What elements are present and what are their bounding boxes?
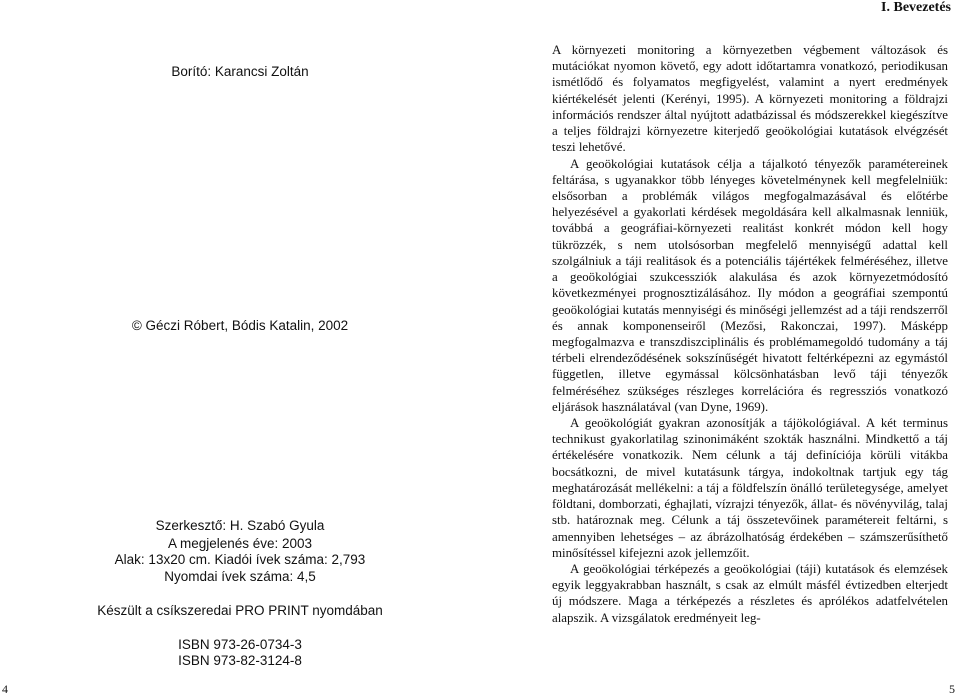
right-page [480, 0, 959, 696]
paragraph-1: A környezeti monitoring a környezetben végbement változások és mutációkat nyomon követő, egy adott időtartamra vonatkozó, periodikusan ismétlődő és folyamatos megfigyelést, valamint a nyert eredmények kiértékelését jelenti (Kerényi, 1995). A környezeti monitoring a földrajzi információs rendszer által nyújtott adatbázissal és módszerekkel kiegészítve a teljes földrajzi környezetre kiterjedő geoökológiai kutatások elvégzését teszi lehetővé. [552, 43, 948, 155]
body-text [552, 42, 948, 626]
format-line: Alak: 13x20 cm. Kiadói ívek száma: 2,793 [114, 552, 366, 567]
isbn-2: ISBN 973-82-3124-8 [178, 653, 302, 668]
copyright-line: © Géczi Róbert, Bódis Katalin, 2002 [131, 318, 349, 333]
left-page [0, 0, 480, 696]
print-sheets-line: Nyomdai ívek száma: 4,5 [164, 569, 316, 584]
page-number-left: 4 [2, 682, 8, 696]
paragraph-4: A geoökológiai térképezés a geoökológiai (táji) kutatások és elemzések egyik leggyakrabban használt, s csak az elmúlt másfél évtizedben elterjedt új módszere. Maga a térképezés a részletes és aprólékos adatfelvételen alapszik. A vizsgálatok eredményeit leg- [552, 562, 948, 625]
page-number-right: 5 [949, 682, 955, 696]
publication-year: A megjelenés éve: 2003 [167, 536, 313, 551]
paragraph-2: A geoökológiai kutatások célja a tájalkotó tényezők paramétereinek feltárása, s ugyanakkor több lényeges követelménynek kell megfelelniük: elsősorban a problémák világos megfogalmazásával és előtérbe helyezésével a gyakorlati kérdések megoldására kell alkalmasnak lenniük, továbbá a geográfiai-környezeti realitást konkrét módon kell hogy tükrözzék, s nem utolsósorban megfelelő mennyiségű adattal kell szolgálniuk a táji realitások és a potenciális tájértékek felméréséhez, illetve a geoökológiai szukcessziók alakulása és azok környezetmódosító következményei prognosztizálásához. Ily módon a geográfiai szempontú geoökológiai kutatás mennyiségi és minőségi jellemzést ad a táji rendszerről és annak komponenseiről (Mezősi, Rakonczai, 1997). Másképp megfogalmazva e transzdiszciplinális és problémamegoldó tudomány a táj térbeli elrendeződésének sokszínűségét hivatott feltérképezni az egymástól független, illetve egymással kölcsönhatásban levő táji tényezők felméréséhez szükséges részleges korrelációra és regressziós vonatkozó eljárások használatával (van Dyne, 1969). [552, 156, 948, 414]
editor-line: Szerkesztő: H. Szabó Gyula [155, 518, 325, 533]
chapter-title: I. Bevezetés [881, 0, 951, 15]
isbn-1: ISBN 973-26-0734-3 [178, 637, 302, 652]
paragraph-3: A geoökológiát gyakran azonosítják a tájökológiával. A két terminus technikust gyakorlatilag szinonimáként szokták használni. Mindkettő a táj értékelésére vonatkozik. Nem célunk a táj definíciója körüli vitákba bocsátkozni, de mivel kutatásunk tárgya, indokoltnak tartjuk egy tág meghatározását mellékelni: a táj a földfelszín önálló területegysége, amelyet földtani, domborzati, éghajlati, vízrajzi tényezők, állat- és növényvilág, talaj stb. határoznak meg. Célunk a táj összetevőinek paramétereit feltárni, s amennyiben lehetséges – az ábrázolhatóság érdekében – számszerűsíthető minősítéssel kifejezni azok jellemzőit. [552, 416, 948, 560]
cover-credit: Borító: Karancsi Zoltán [171, 64, 309, 79]
printer-line: Készült a csíkszeredai PRO PRINT nyomdában [97, 603, 383, 618]
